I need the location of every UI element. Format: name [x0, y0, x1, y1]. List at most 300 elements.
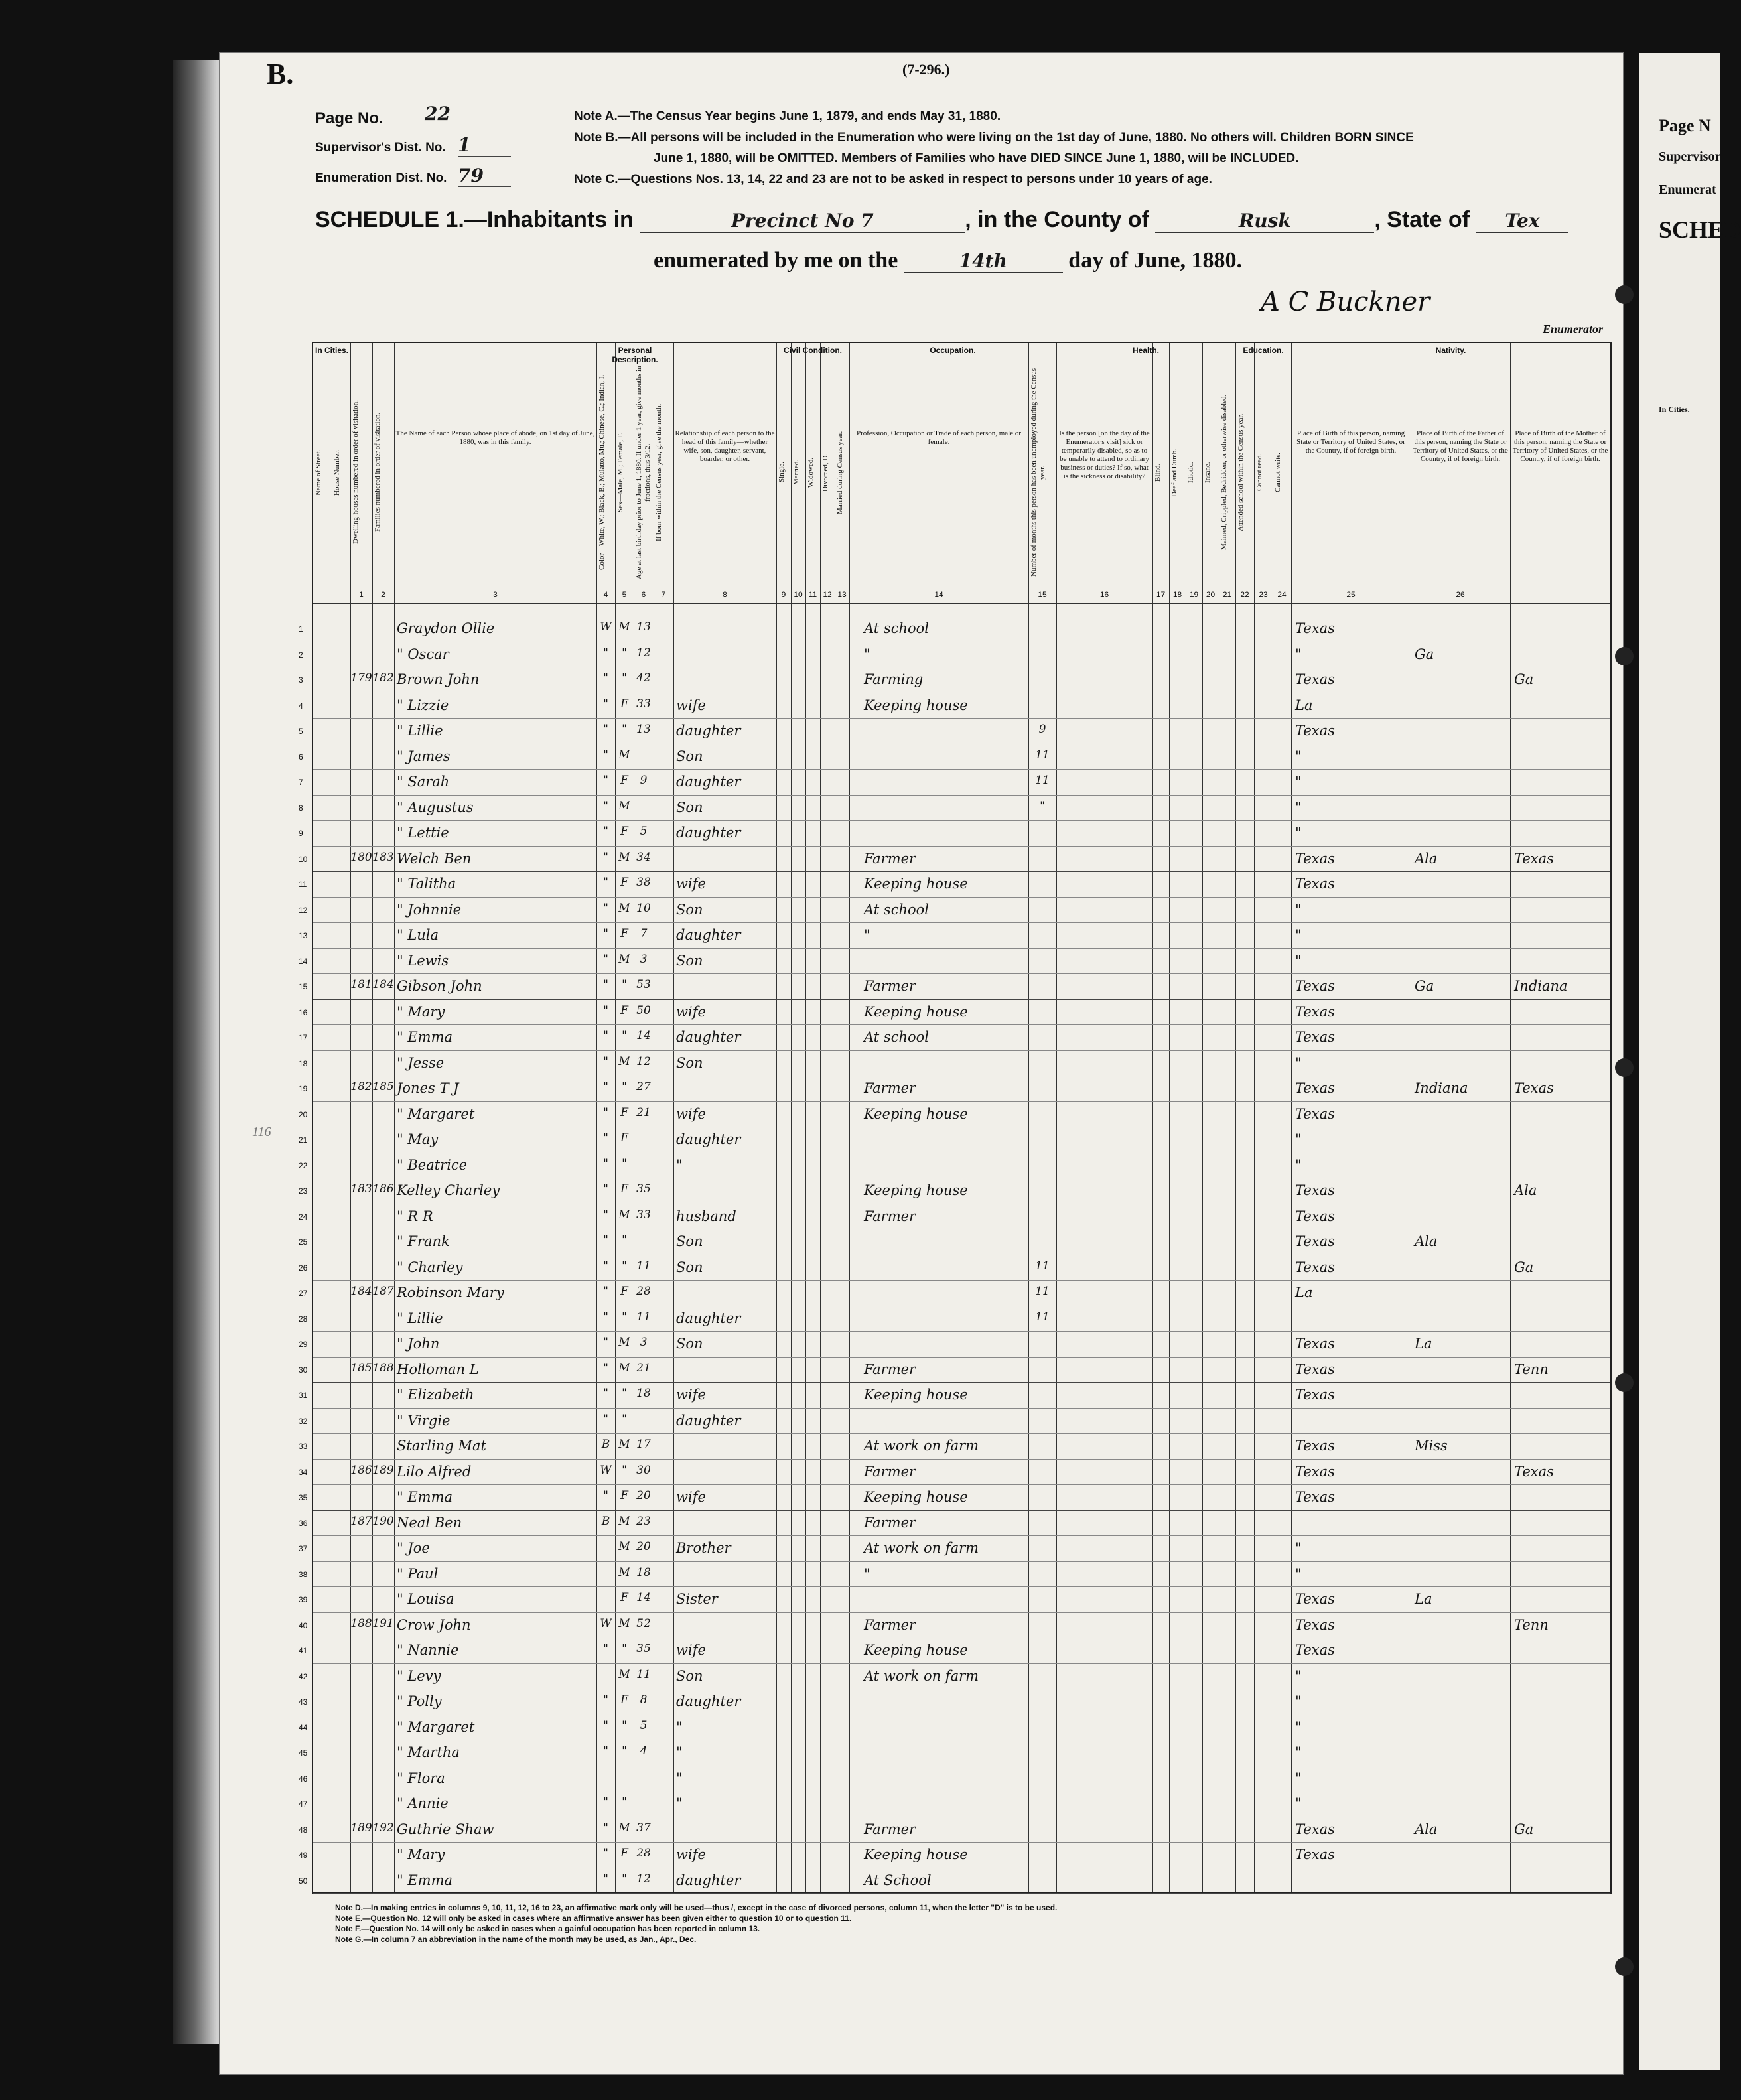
color-value: " — [603, 1744, 608, 1758]
schedule-prefix: SCHEDULE 1.—Inhabitants in — [315, 207, 634, 232]
column-number: 10 — [794, 590, 803, 599]
color-value: W — [600, 1616, 612, 1630]
color-value: " — [603, 1259, 608, 1273]
dwelling-number: 182 — [350, 1080, 372, 1093]
color-value: B — [601, 1514, 610, 1528]
enumerated-suffix: day of June, 1880. — [1068, 248, 1242, 273]
age-value: 5 — [640, 1718, 648, 1732]
supervisor-label: Supervisor's Dist. No. — [315, 141, 446, 155]
birthplace-value: Texas — [1295, 850, 1335, 867]
birthplace-value: Texas — [1295, 1080, 1335, 1096]
relationship-value: daughter — [676, 1310, 741, 1326]
row-number: 41 — [299, 1646, 308, 1655]
birthplace-value: Texas — [1295, 1003, 1335, 1020]
birthplace-value: Texas — [1295, 1259, 1335, 1275]
months-unemployed-value: 11 — [1035, 1310, 1050, 1324]
relationship-value: Son — [676, 1233, 703, 1249]
relationship-value: wife — [676, 876, 706, 892]
row-number: 11 — [299, 880, 307, 889]
row-rule — [313, 1663, 1610, 1664]
color-value: " — [603, 671, 608, 685]
birthplace-value: " — [1295, 927, 1302, 943]
county-prefix: , in the County of — [965, 207, 1149, 232]
row-number: 35 — [299, 1493, 308, 1502]
father-birthplace-value: Ga — [1415, 978, 1434, 994]
column-number: 7 — [661, 590, 666, 599]
column-divider — [849, 343, 850, 1892]
person-name: " Lizzie — [397, 697, 449, 713]
relationship-value: wife — [676, 1489, 706, 1505]
occupation-value: Keeping house — [864, 1847, 968, 1862]
mother-birthplace-value: Tenn — [1514, 1616, 1549, 1633]
dwelling-number: 179 — [350, 671, 372, 685]
row-rule — [313, 871, 1610, 872]
person-name: " Margaret — [397, 1105, 475, 1122]
family-number: 186 — [372, 1182, 394, 1196]
person-name: " Mary — [397, 1003, 445, 1020]
person-name: " Charley — [397, 1259, 463, 1275]
row-number: 28 — [299, 1314, 308, 1324]
relationship-value: " — [676, 1770, 683, 1786]
birthplace-value: " — [1295, 748, 1302, 764]
person-name: Gibson John — [397, 978, 482, 994]
person-name: Crow John — [397, 1616, 471, 1633]
group-label-nativity: Nativity. — [1435, 346, 1466, 355]
person-name: Guthrie Shaw — [397, 1821, 494, 1837]
occupation-value: Farmer — [864, 1361, 916, 1377]
color-value: " — [603, 1642, 608, 1655]
mother-birthplace-value: Ga — [1514, 1821, 1534, 1837]
color-value: " — [603, 1387, 608, 1400]
person-name: " Talitha — [397, 876, 456, 892]
column-header-months-unemployed: Number of months this person has been unemployed during the Census year. — [1030, 368, 1046, 577]
color-value: W — [600, 620, 612, 634]
adjacent-page — [1639, 53, 1741, 2070]
column-header-insane: Insane. — [1204, 462, 1212, 483]
birthplace-value: Texas — [1295, 1208, 1335, 1224]
mother-birthplace-value: Ga — [1514, 671, 1534, 687]
dwelling-number: 184 — [350, 1285, 372, 1298]
relationship-value: daughter — [676, 825, 741, 841]
family-number: 185 — [372, 1080, 394, 1093]
birthplace-value: La — [1295, 697, 1313, 713]
occupation-value: " — [864, 1565, 870, 1582]
person-name: Jones T J — [397, 1080, 459, 1096]
color-value: " — [603, 1412, 608, 1426]
sex-value: F — [620, 1847, 628, 1860]
relationship-value: daughter — [676, 1693, 741, 1709]
sex-value: F — [620, 774, 628, 787]
sex-value: M — [618, 748, 630, 762]
occupation-value: At work on farm — [864, 1438, 979, 1454]
age-value: 13 — [636, 723, 651, 736]
row-rule — [313, 795, 1610, 796]
row-number: 36 — [299, 1518, 308, 1528]
age-value: 28 — [636, 1847, 651, 1860]
sex-value: M — [618, 1540, 630, 1553]
sex-value: M — [618, 799, 630, 813]
row-rule — [313, 1408, 1610, 1409]
column-divider — [805, 343, 806, 1892]
row-number: 30 — [299, 1365, 308, 1375]
footnote-g: Note G.—In column 7 an abbreviation in the name of the month may be used, as Jan., Apr., Dec. — [335, 1935, 697, 1944]
column-header-sick: Is the person [on the day of the Enumerator's visit] sick or temporarily disabled, so as to be unable to attend to ordinary business or duties? If so, what is the sickness or disability? — [1059, 429, 1150, 480]
column-header-deaf: Deaf and Dumb. — [1170, 448, 1178, 497]
color-value: " — [603, 1361, 608, 1375]
row-number: 40 — [299, 1620, 308, 1630]
row-number: 17 — [299, 1033, 308, 1042]
sex-value: M — [618, 1616, 630, 1630]
birthplace-value: Texas — [1295, 1387, 1335, 1403]
row-number: 42 — [299, 1671, 308, 1681]
color-value: " — [603, 1489, 608, 1502]
dwelling-number: 188 — [350, 1616, 372, 1630]
row-number: 20 — [299, 1109, 308, 1119]
relationship-value: " — [676, 1718, 683, 1735]
column-divider — [673, 343, 674, 1892]
person-name: " Sarah — [397, 774, 450, 790]
age-value: 7 — [640, 927, 648, 940]
sex-value: " — [622, 1259, 627, 1273]
row-number: 13 — [299, 931, 308, 940]
occupation-value: Farmer — [864, 1514, 916, 1531]
column-divider — [394, 343, 395, 1892]
person-name: " Emma — [397, 1872, 453, 1888]
column-number: 12 — [823, 590, 832, 599]
relationship-value: wife — [676, 1105, 706, 1122]
person-name: " Martha — [397, 1744, 460, 1760]
column-header-birth-person: Place of Birth of this person, naming State or Territory of United States, or the Country, if of foreign birth. — [1296, 429, 1405, 455]
column-header-relationship: Relationship of each person to the head of this family—whether wife, son, daughter, servant, boarder, or other. — [675, 429, 775, 463]
person-name: " Louisa — [397, 1591, 454, 1607]
person-name: " Mary — [397, 1847, 445, 1862]
column-divider — [1152, 343, 1153, 1892]
birthplace-value: " — [1295, 1795, 1302, 1811]
row-number: 49 — [299, 1851, 308, 1860]
column-divider — [791, 343, 792, 1892]
color-value: B — [601, 1438, 610, 1451]
occupation-value: At work on farm — [864, 1667, 979, 1684]
column-header-family: Families numbered in order of visitation. — [374, 412, 382, 533]
person-name: " Levy — [397, 1667, 441, 1684]
relationship-value: wife — [676, 1847, 706, 1862]
birthplace-value: " — [1295, 1693, 1302, 1709]
person-name: " Oscar — [397, 646, 449, 662]
months-unemployed-value: 11 — [1035, 1259, 1050, 1273]
color-value: " — [603, 748, 608, 762]
person-name: " Margaret — [397, 1718, 475, 1735]
row-rule — [313, 922, 1610, 923]
family-number: 187 — [372, 1285, 394, 1298]
relationship-value: Son — [676, 952, 703, 969]
sex-value: F — [620, 1693, 628, 1707]
sex-value: F — [620, 1105, 628, 1119]
age-value: 20 — [636, 1489, 651, 1502]
next-page-in-cities-label: In Cities. — [1659, 405, 1690, 414]
row-rule — [313, 769, 1610, 770]
occupation-value: Farmer — [864, 1616, 916, 1633]
column-header-widowed: Widowed. — [807, 457, 815, 488]
birthplace-value: Texas — [1295, 620, 1335, 636]
occupation-value: " — [864, 927, 870, 943]
sex-value: " — [622, 1387, 627, 1400]
mother-birthplace-value: Texas — [1514, 850, 1554, 867]
birthplace-value: Texas — [1295, 1821, 1335, 1837]
person-name: Kelley Charley — [397, 1182, 500, 1198]
person-name: " James — [397, 748, 451, 764]
father-birthplace-value: Miss — [1415, 1438, 1448, 1454]
age-value: 9 — [640, 774, 648, 787]
mother-birthplace-value: Tenn — [1514, 1361, 1549, 1377]
column-number: 6 — [641, 590, 646, 599]
age-value: 30 — [636, 1463, 651, 1477]
column-divider — [820, 343, 821, 1892]
sex-value: F — [620, 1003, 628, 1017]
occupation-value: Keeping house — [864, 1387, 968, 1403]
color-value: " — [603, 850, 608, 864]
color-value: " — [603, 952, 608, 966]
row-number: 34 — [299, 1467, 308, 1477]
age-value: 27 — [636, 1080, 651, 1093]
column-header-color: Color—White, W.; Black, B.; Mulatto, Mu.; Chinese, C.; Indian, I. — [598, 374, 606, 571]
row-rule — [313, 999, 1610, 1000]
months-unemployed-value: 9 — [1038, 723, 1046, 736]
sex-value: F — [620, 927, 628, 940]
column-divider — [1056, 343, 1057, 1892]
column-number: 22 — [1240, 590, 1249, 599]
person-name: Robinson Mary — [397, 1285, 504, 1300]
row-number: 33 — [299, 1442, 308, 1451]
sex-value: " — [622, 1463, 627, 1477]
occupation-value: Farmer — [864, 850, 916, 867]
person-name: " Lewis — [397, 952, 449, 969]
age-value: 3 — [640, 1336, 648, 1349]
occupation-value: Farming — [864, 671, 924, 687]
dwelling-number: 187 — [350, 1514, 372, 1528]
birthplace-value: Texas — [1295, 1591, 1335, 1607]
age-value: 12 — [636, 1054, 651, 1068]
enumerator-label: Enumerator — [1543, 322, 1604, 336]
row-number: 26 — [299, 1263, 308, 1273]
birthplace-value: " — [1295, 901, 1302, 918]
relationship-value: " — [676, 1744, 683, 1760]
sex-value: M — [618, 1208, 630, 1222]
birthplace-value: Texas — [1295, 1105, 1335, 1122]
color-value: W — [600, 1463, 612, 1477]
color-value: " — [603, 1718, 608, 1732]
relationship-value: Sister — [676, 1591, 718, 1607]
months-unemployed-value: " — [1040, 799, 1045, 813]
relationship-value: wife — [676, 1387, 706, 1403]
sex-value: F — [620, 1489, 628, 1502]
birthplace-value: Texas — [1295, 723, 1335, 738]
row-number: 2 — [299, 650, 303, 660]
occupation-value: Farmer — [864, 1080, 916, 1096]
footnote-d: Note D.—In making entries in columns 9, 10, 11, 12, 16 to 23, an affirmative mark only will be used—thus /, except in the case of divorced persons, column 11, when the letter "D" is to be used. — [335, 1903, 1058, 1912]
column-header-married: Married. — [792, 459, 800, 486]
relationship-value: Son — [676, 1259, 703, 1275]
family-number: 189 — [372, 1463, 394, 1477]
column-number: 8 — [723, 590, 727, 599]
row-rule — [313, 718, 1610, 719]
age-value: 18 — [636, 1565, 651, 1579]
person-name: " Beatrice — [397, 1156, 468, 1173]
row-number: 12 — [299, 905, 308, 915]
row-number: 48 — [299, 1825, 308, 1835]
mother-birthplace-value: Texas — [1514, 1463, 1554, 1480]
relationship-value: Son — [676, 1667, 703, 1684]
sex-value: " — [622, 1872, 627, 1886]
person-name: " Jesse — [397, 1054, 445, 1071]
column-number: 23 — [1259, 590, 1268, 599]
age-value: 28 — [636, 1285, 651, 1298]
row-number: 10 — [299, 854, 308, 864]
dwelling-number: 181 — [350, 978, 372, 991]
person-name: " May — [397, 1131, 439, 1147]
color-value: " — [603, 1208, 608, 1222]
supervisor-value: 1 — [458, 134, 511, 157]
birthplace-value: " — [1295, 799, 1302, 815]
birthplace-value: " — [1295, 774, 1302, 790]
age-value: 18 — [636, 1387, 651, 1400]
occupation-value: Farmer — [864, 1208, 916, 1224]
age-value: 21 — [636, 1105, 651, 1119]
sex-value: F — [620, 1285, 628, 1298]
sex-value: M — [618, 1438, 630, 1451]
age-value: 53 — [636, 978, 651, 991]
next-page-page-label: Page N — [1659, 116, 1711, 135]
column-header-profession: Profession, Occupation or Trade of each person, male or female. — [856, 429, 1022, 446]
sex-value: F — [620, 1182, 628, 1196]
dwelling-number: 185 — [350, 1361, 372, 1375]
person-name: " Virgie — [397, 1412, 451, 1429]
row-number: 4 — [299, 701, 303, 711]
mother-birthplace-value: Texas — [1514, 1080, 1554, 1096]
birthplace-value: Texas — [1295, 671, 1335, 687]
person-name: Welch Ben — [397, 850, 472, 867]
relationship-value: " — [676, 1156, 683, 1173]
column-number: 20 — [1206, 590, 1216, 599]
row-number: 7 — [299, 778, 303, 787]
birthplace-value: " — [1295, 1565, 1302, 1582]
birthplace-value: Texas — [1295, 876, 1335, 892]
row-number: 27 — [299, 1289, 308, 1298]
father-birthplace-value: Ala — [1415, 1821, 1438, 1837]
person-name: " Augustus — [397, 799, 474, 815]
column-header-name: The Name of each Person whose place of abode, on 1st day of June, 1880, was in this family. — [395, 429, 595, 446]
column-divider — [1235, 343, 1236, 1892]
months-unemployed-value: 11 — [1035, 774, 1050, 787]
row-rule — [313, 1024, 1610, 1025]
enumeration-label: Enumeration Dist. No. — [315, 171, 447, 185]
color-value: " — [603, 697, 608, 711]
census-table — [299, 342, 1612, 1894]
row-number: 21 — [299, 1135, 308, 1145]
group-label-education: Education. — [1243, 346, 1284, 355]
sex-value: M — [618, 1336, 630, 1349]
father-birthplace-value: Indiana — [1415, 1080, 1468, 1096]
row-rule — [313, 1842, 1610, 1843]
mother-birthplace-value: Ga — [1514, 1259, 1534, 1275]
column-number: 24 — [1277, 590, 1287, 599]
color-value: " — [603, 1080, 608, 1093]
color-value: " — [603, 1310, 608, 1324]
sex-value: " — [622, 1412, 627, 1426]
color-value: " — [603, 901, 608, 915]
age-value: 11 — [636, 1667, 651, 1681]
column-header-idiotic: Idiotic. — [1187, 462, 1195, 483]
person-name: " Lula — [397, 927, 439, 943]
next-page-enumeration-label: Enumerat — [1659, 182, 1716, 197]
birthplace-value: Texas — [1295, 1233, 1335, 1249]
birthplace-value: " — [1295, 825, 1302, 841]
birthplace-value: " — [1295, 1156, 1302, 1173]
column-number: 25 — [1346, 590, 1356, 599]
father-birthplace-value: Ala — [1415, 1233, 1438, 1249]
birthplace-value: " — [1295, 1770, 1302, 1786]
color-value: " — [603, 1131, 608, 1145]
age-value: 35 — [636, 1182, 651, 1196]
age-value: 4 — [640, 1744, 648, 1758]
age-value: 14 — [636, 1029, 651, 1042]
row-number: 45 — [299, 1748, 308, 1758]
birthplace-value: Texas — [1295, 1847, 1335, 1862]
sex-value: " — [622, 723, 627, 736]
row-rule — [313, 1331, 1610, 1332]
sex-value: " — [622, 1310, 627, 1324]
sex-value: M — [618, 901, 630, 915]
enumerated-prefix: enumerated by me on the — [654, 248, 898, 273]
column-header-blind: Blind. — [1154, 463, 1162, 482]
column-number: 18 — [1172, 590, 1182, 599]
birthplace-value: Texas — [1295, 1616, 1335, 1633]
row-number: 24 — [299, 1212, 308, 1222]
person-name: " Annie — [397, 1795, 449, 1811]
group-label-in-cities: In Cities. — [314, 346, 348, 355]
birthplace-value: Texas — [1295, 1182, 1335, 1198]
row-rule — [313, 820, 1610, 821]
color-value: " — [603, 1233, 608, 1247]
column-header-cannot-write: Cannot write. — [1274, 453, 1282, 492]
enumerated-day: 14th — [904, 250, 1063, 273]
column-number: 14 — [934, 590, 943, 599]
relationship-value: wife — [676, 697, 706, 713]
column-number: 13 — [837, 590, 847, 599]
age-value: 21 — [636, 1361, 651, 1375]
relationship-value: daughter — [676, 723, 741, 738]
occupation-value: Keeping house — [864, 1182, 968, 1198]
age-value: 13 — [636, 620, 651, 634]
relationship-value: Son — [676, 901, 703, 918]
occupation-value: At school — [864, 1029, 929, 1045]
column-number: 15 — [1038, 590, 1047, 599]
sex-value: " — [622, 1029, 627, 1042]
footnote-e: Note E.—Question No. 12 will only be asked in cases where an affirmative answer has been given either to question 10 or to question 11. — [335, 1914, 852, 1923]
column-divider — [1202, 343, 1203, 1892]
sex-value: " — [622, 1795, 627, 1809]
row-rule — [313, 1459, 1610, 1460]
row-number: 18 — [299, 1058, 308, 1068]
age-value: 50 — [636, 1003, 651, 1017]
age-value: 33 — [636, 1208, 651, 1222]
birthplace-value: " — [1295, 952, 1302, 969]
age-value: 11 — [636, 1259, 651, 1273]
group-label-personal: Personal Description. — [612, 346, 658, 364]
row-number: 29 — [299, 1340, 308, 1349]
relationship-value: Brother — [676, 1540, 731, 1556]
person-name: " Lettie — [397, 825, 449, 841]
row-number: 46 — [299, 1774, 308, 1784]
